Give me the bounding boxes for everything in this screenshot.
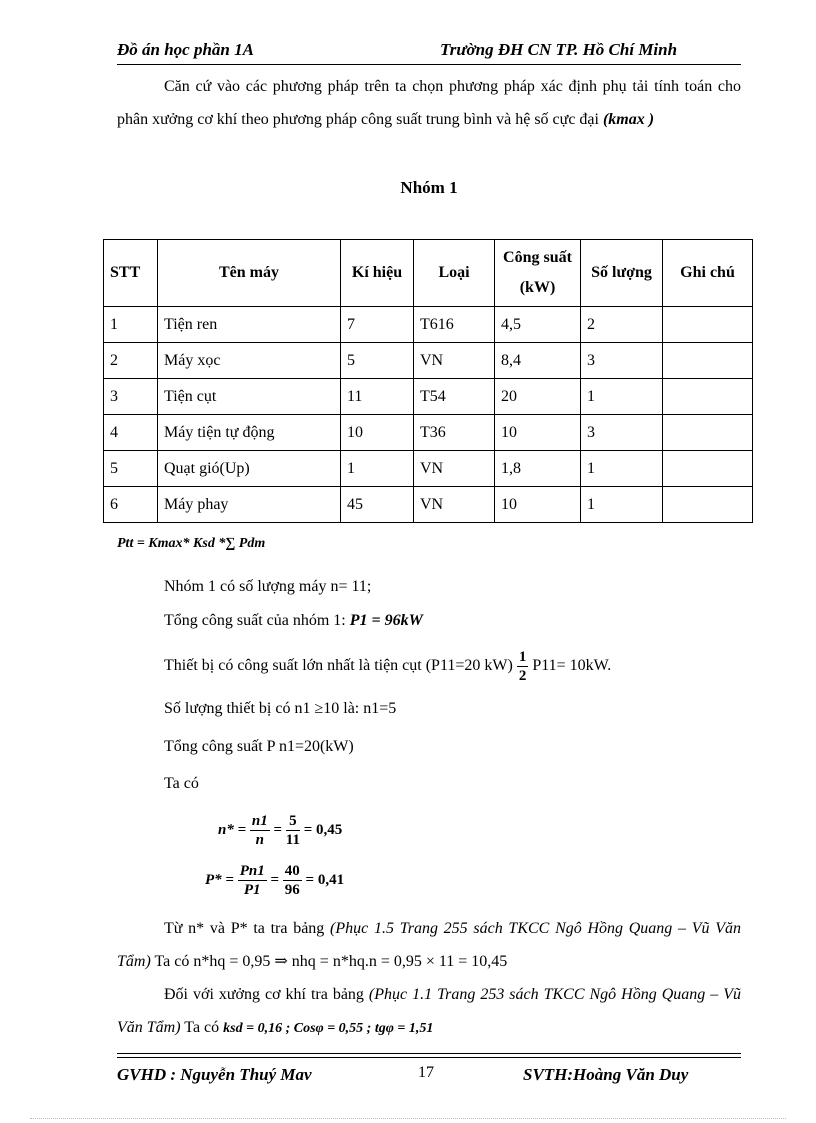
equation-p-star: P* = $\frac{Pn1}{P1}$ = $\frac{40}{96}$ = 0,41 [205, 863, 345, 899]
table-cell: 1 [341, 451, 414, 487]
eq2-f2-num: 40 [284, 863, 300, 880]
eq1-f1-num: n1 [251, 813, 268, 830]
page-edge-dots [30, 1118, 786, 1119]
eq1-f2-num: 5 [286, 812, 300, 831]
table-cell: VN [414, 343, 495, 379]
count-devices-line: Số lượng thiết bị có n1 ≥10 là: n1=5 [164, 700, 397, 717]
header-right: Trường ĐH CN TP. Hồ Chí Minh [440, 40, 678, 59]
table-cell: 8,4 [495, 343, 581, 379]
col-header: Công suất (kW) [495, 240, 581, 307]
col-header: Ghi chú [663, 240, 753, 307]
table-cell: 1 [581, 451, 663, 487]
table-row [104, 487, 753, 523]
table-cell: 1 [581, 487, 663, 523]
half-fraction [517, 648, 529, 685]
main-formula: Ptt = Kmax* Ksd *∑ Pdm [117, 536, 266, 551]
table-cell: 5 [341, 343, 414, 379]
total-power2-line: Tổng công suất P n1=20(kW) [164, 738, 354, 755]
page-number: 17 [418, 1064, 434, 1081]
footer-right: SVTH:Hoàng Văn Duy [523, 1065, 689, 1084]
max-device-line [164, 648, 611, 685]
table-cell: 10 [495, 415, 581, 451]
footer-rule-top [117, 1053, 741, 1054]
col-header: Kí hiệu [341, 240, 414, 307]
table-row [104, 343, 753, 379]
table-cell: T54 [414, 379, 495, 415]
footer-left: GVHD : Nguyễn Thuý Mav [117, 1065, 312, 1084]
table-cell: Tiện cụt [158, 379, 341, 415]
table-cell: 45 [341, 487, 414, 523]
table-cell: Tiện ren [158, 307, 341, 343]
table-cell: T616 [414, 307, 495, 343]
table-row [104, 415, 753, 451]
table-row [104, 451, 753, 487]
table-cell: 10 [341, 415, 414, 451]
eq1-f1-den: n [255, 832, 264, 849]
para3-reference: (Phục 1.1 Trang 253 sách TKCC Ngô Hồng Quang – Vũ Văn Tẩm) [117, 986, 741, 1036]
equipment-table [103, 239, 753, 523]
table-cell: 2 [581, 307, 663, 343]
footer-rule-bottom [117, 1057, 741, 1058]
table-cell [663, 487, 753, 523]
eq1-fraction1 [250, 812, 270, 849]
para3-text-a: Đối với xưởng cơ khí tra bảng [164, 986, 364, 1003]
equation-n-star: n* = $\frac{n1}{n}$ = $\frac{5}{11}$ = 0,45 [218, 813, 343, 849]
table-cell: Máy tiện tự động [158, 415, 341, 451]
half-numerator: 1 [518, 649, 527, 665]
eq1-fraction2 [286, 812, 300, 849]
table-cell: 6 [104, 487, 158, 523]
col-header: Tên máy [158, 240, 341, 307]
eq1-result: = 0,45 [303, 822, 343, 838]
header-rule [117, 64, 741, 65]
total-power-line [164, 612, 423, 630]
col-header: STT [104, 240, 158, 307]
table-cell: 1,8 [495, 451, 581, 487]
table-cell: T36 [414, 415, 495, 451]
table-cell: 10 [495, 487, 581, 523]
table-cell: 4 [104, 415, 158, 451]
table-cell: 1 [104, 307, 158, 343]
eq2-fraction2 [283, 862, 302, 899]
table-row [104, 307, 753, 343]
eq1-lhs: n* = [218, 822, 247, 838]
table-cell: 7 [341, 307, 414, 343]
max-device-text: Thiết bị có công suất lớn nhất là tiện cụt (P11=20 kW) [164, 657, 513, 675]
table-cell: VN [414, 451, 495, 487]
kmax-symbol: (kmax ) [602, 111, 655, 128]
eq1-f2-den: 11 [285, 832, 300, 849]
para2-text-a: Từ n* và P* ta tra bảng [164, 920, 325, 937]
table-cell: 1 [581, 379, 663, 415]
total-power-value: P1 = 96kW [349, 612, 423, 629]
para3-values: ksd = 0,16 ; Cosφ = 0,55 ; tgφ = 1,51 [223, 1021, 434, 1036]
taco-line: Ta có [164, 775, 199, 792]
table-cell: 2 [104, 343, 158, 379]
table-cell: 3 [581, 415, 663, 451]
eq2-result: = 0,41 [305, 872, 345, 888]
table-row [104, 379, 753, 415]
table-cell: Máy xọc [158, 343, 341, 379]
group-title: Nhóm 1 [400, 178, 458, 197]
table-cell [663, 307, 753, 343]
table-cell: 5 [104, 451, 158, 487]
table-cell: Quạt gió(Up) [158, 451, 341, 487]
paragraph-lookup-1 [117, 912, 741, 978]
intro-paragraph [117, 70, 741, 136]
table-cell: 3 [581, 343, 663, 379]
col-header: Số lượng [581, 240, 663, 307]
eq2-f2-den: 96 [284, 882, 300, 899]
header-left: Đồ án học phần 1A [117, 40, 254, 59]
total-power-label: Tổng công suất của nhóm 1: [164, 612, 346, 629]
table-cell [663, 343, 753, 379]
table-cell [663, 451, 753, 487]
table-cell: 4,5 [495, 307, 581, 343]
para2-text-b: Ta có n*hq = 0,95 ⇒ nhq = n*hq.n = 0,95 × 11 = 10,45 [154, 953, 508, 970]
half-result: P11= 10kW. [532, 657, 612, 675]
para2-reference: (Phục 1.5 Trang 255 sách TKCC Ngô Hồng Quang – Vũ Văn Tẩm) [117, 920, 742, 970]
intro-text: Căn cứ vào các phương pháp trên ta chọn phương pháp xác định phụ tải tính toán cho phân xưởng cơ khí theo phương pháp công suất trung bình và hệ số cực đại [117, 78, 741, 128]
table-cell [663, 379, 753, 415]
n-count-line: Nhóm 1 có số lượng máy n= 11; [164, 578, 372, 595]
table-cell: 11 [341, 379, 414, 415]
table-cell [663, 415, 753, 451]
table-cell: Máy phay [158, 487, 341, 523]
table-cell: 3 [104, 379, 158, 415]
paragraph-lookup-2 [117, 978, 741, 1045]
col-header: Loại [414, 240, 495, 307]
half-denominator: 2 [518, 668, 527, 684]
table-header-row [104, 240, 753, 307]
eq2-f1-den: P1 [243, 882, 261, 899]
table-cell: VN [414, 487, 495, 523]
eq2-lhs: P* = [205, 872, 234, 888]
table-cell: 20 [495, 379, 581, 415]
eq2-f1-num: Pn1 [239, 863, 265, 880]
eq2-fraction1 [238, 862, 267, 899]
para3-text-b: Ta có [184, 1019, 220, 1036]
